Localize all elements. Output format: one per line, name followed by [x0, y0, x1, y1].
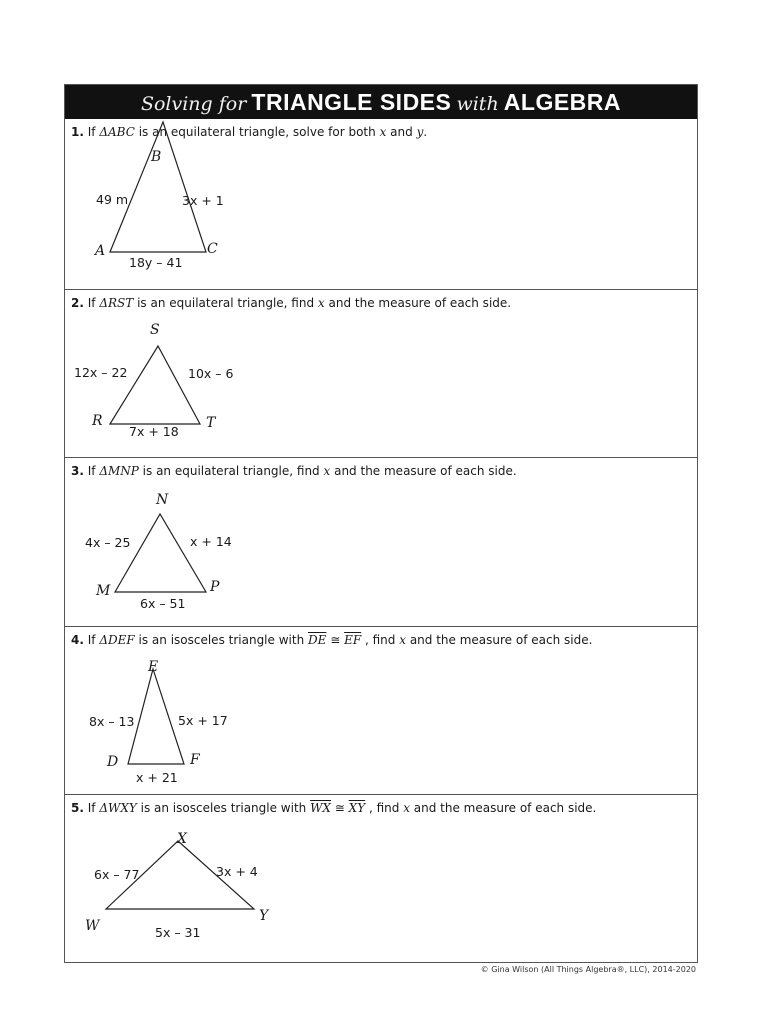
- side-label-right: 10x – 6: [188, 366, 234, 381]
- side-label-right: 5x + 17: [178, 713, 228, 728]
- side-label-bottom: 7x + 18: [129, 424, 179, 439]
- vertex-top: S: [150, 322, 160, 338]
- vertex-left: R: [92, 413, 103, 429]
- side-label-right: 3x + 1: [182, 193, 224, 208]
- vertex-top: E: [148, 659, 159, 675]
- problem-prompt: 4. If ΔDEF is an isosceles triangle with $\overline{DE}$ ≅ $\overline{EF}$ , find x and the measure of each side.: [71, 633, 593, 647]
- vertex-right: P: [210, 579, 220, 595]
- side-label-left: 49 m: [96, 192, 129, 207]
- vertex-left: M: [96, 583, 111, 599]
- vertex-right: T: [206, 415, 216, 431]
- side-label-left: 4x – 25: [85, 535, 131, 550]
- vertex-top: X: [177, 831, 187, 847]
- vertex-right: F: [190, 752, 200, 768]
- vertex-right: C: [207, 241, 218, 257]
- problem-prompt: 5. If ΔWXY is an isosceles triangle with $\overline{WX}$ ≅ $\overline{XY}$ , find x and the measure of each side.: [71, 801, 597, 815]
- problem-2: [65, 289, 697, 457]
- problem-4: [65, 626, 697, 794]
- vertex-left: W: [85, 918, 100, 934]
- vertex-top: B: [151, 149, 162, 165]
- side-label-bottom: 6x – 51: [140, 596, 186, 611]
- title-bold-1: TRIANGLE SIDES: [251, 89, 452, 115]
- worksheet-title: [65, 85, 697, 119]
- copyright-footer: © Gina Wilson (All Things Algebra®, LLC), 2014-2020: [480, 965, 696, 974]
- side-label-right: x + 14: [190, 534, 232, 549]
- vertex-right: Y: [259, 908, 269, 924]
- worksheet: [64, 84, 698, 963]
- problem-3: [65, 457, 697, 626]
- title-script-2: with: [456, 93, 499, 115]
- side-label-right: 3x + 4: [216, 864, 258, 879]
- problem-prompt: 3. If ΔMNP is an equilateral triangle, find x and the measure of each side.: [71, 464, 517, 478]
- title-bold-2: ALGEBRA: [503, 89, 622, 115]
- problem-prompt: 2. If ΔRST is an equilateral triangle, find x and the measure of each side.: [71, 296, 512, 310]
- problem-5: [65, 794, 697, 964]
- vertex-left: D: [107, 754, 119, 770]
- problem-prompt: 1. If ΔABC is an equilateral triangle, solve for both x and y.: [71, 125, 428, 139]
- problem-1: [65, 119, 697, 289]
- side-label-bottom: x + 21: [136, 770, 178, 785]
- side-label-bottom: 5x – 31: [155, 925, 201, 940]
- side-label-left: 6x – 77: [94, 867, 140, 882]
- side-label-bottom: 18y – 41: [129, 255, 183, 270]
- title-script-1: Solving for: [140, 93, 247, 115]
- vertex-left: A: [95, 243, 106, 259]
- side-label-left: 12x – 22: [74, 365, 128, 380]
- side-label-left: 8x – 13: [89, 714, 135, 729]
- vertex-top: N: [156, 492, 169, 508]
